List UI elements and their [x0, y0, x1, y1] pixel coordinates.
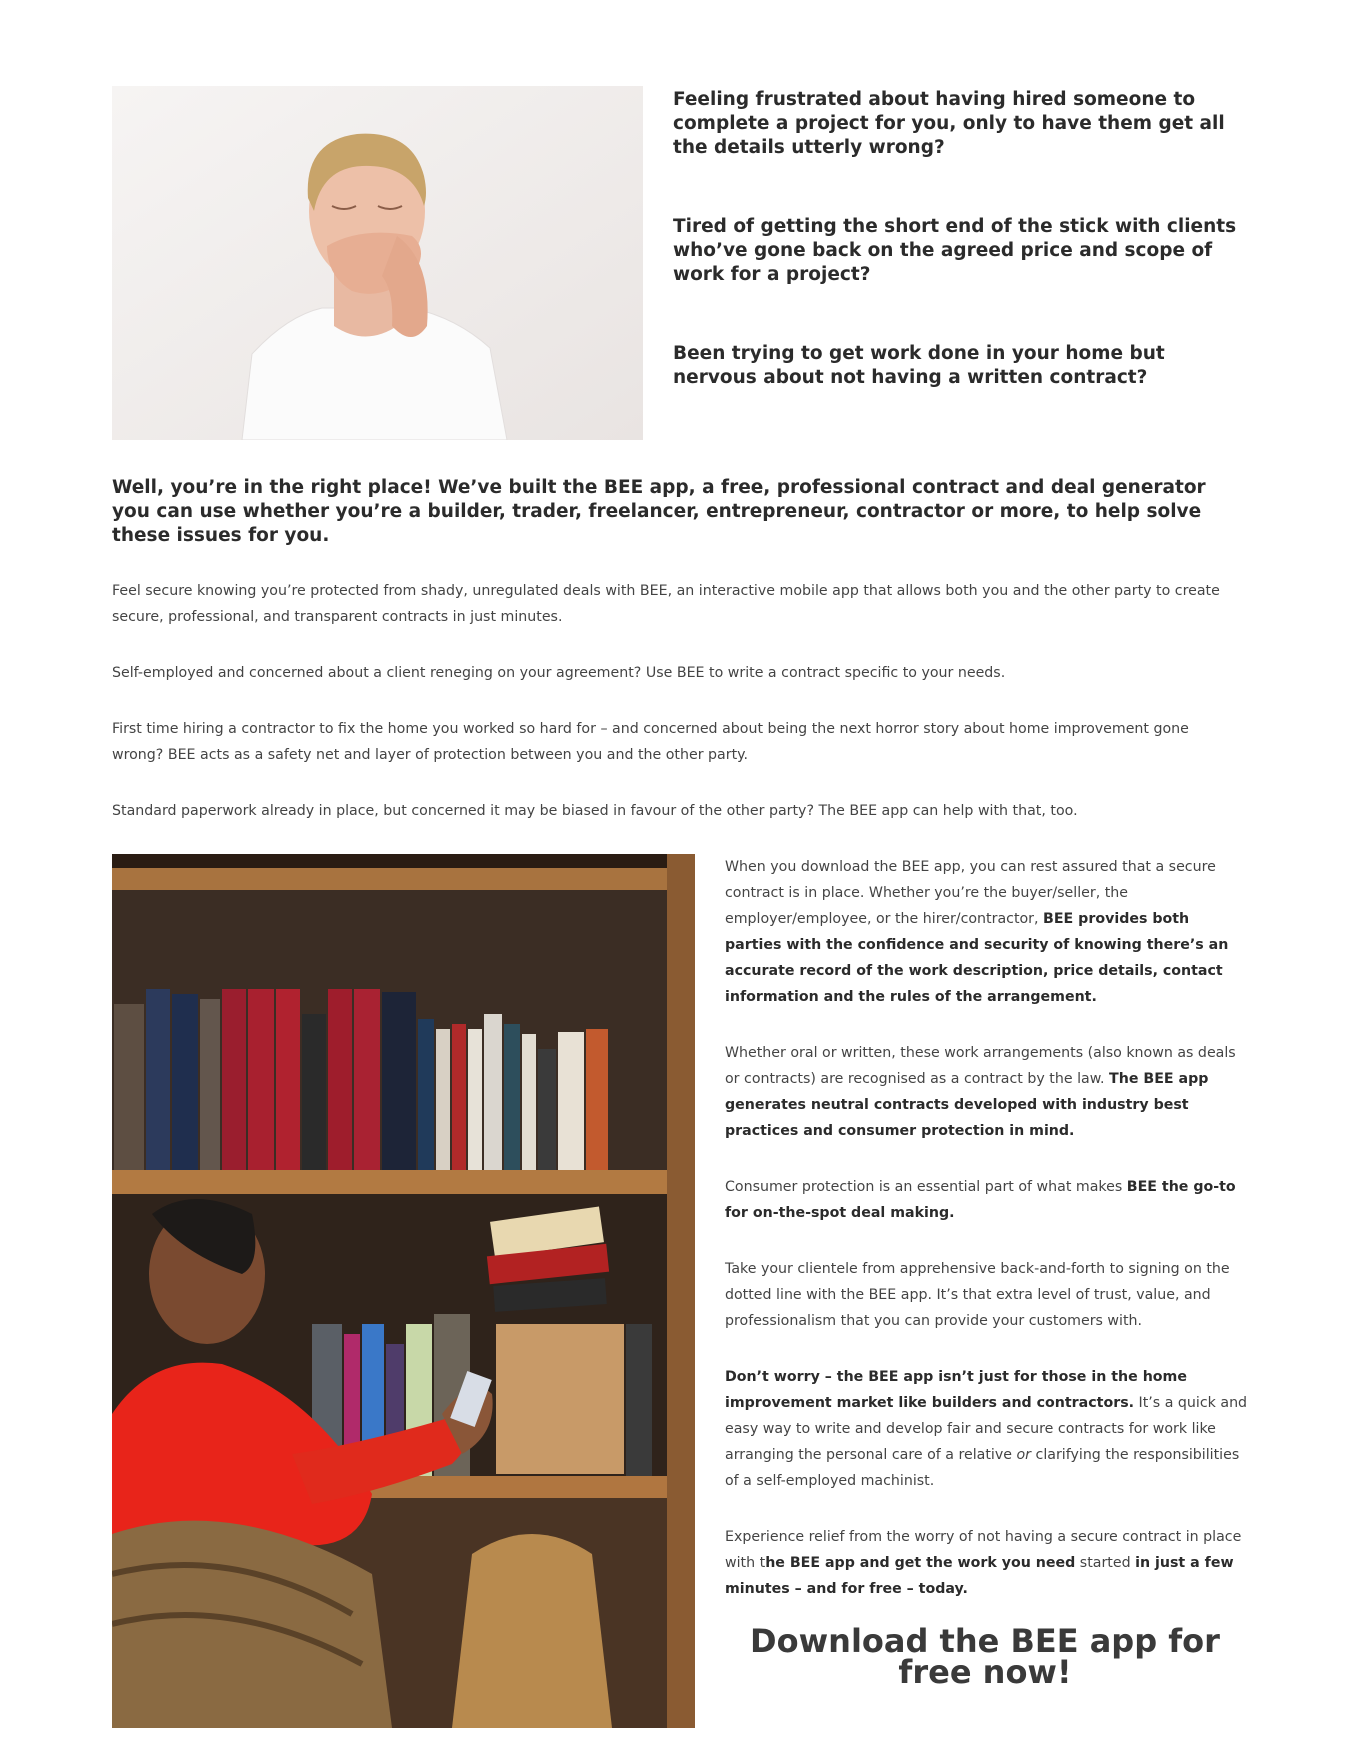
benefit-paragraph-download: [725, 854, 1250, 1010]
download-cta-heading: Download the BEE app for free now!: [750, 1622, 1220, 1691]
benefit-bold: BEE provides both parties with the confidence and security of knowing there’s an accurate record of the work description, price details, contact information and the rules of the arrangement.: [725, 911, 1229, 1005]
benefit-paragraph-clientele: [725, 1256, 1250, 1334]
benefit-bold: in just a few minutes – and for free – today.: [725, 1555, 1234, 1597]
benefit-text: clarifying the responsibilities of a self-employed machinist.: [725, 1447, 1240, 1489]
woman-bookshelf-photo: [112, 854, 695, 1728]
benefit-bold: BEE the go-to for on-the-spot deal making.: [725, 1179, 1236, 1221]
benefit-text: Consumer protection is an essential part of what makes: [725, 1179, 1127, 1195]
top-row: [112, 86, 1242, 440]
benefit-text: When you download the BEE app, you can rest assured that a secure contract is in place. Whether you’re the buyer/seller, the employer/employee, or the hirer/contractor,: [725, 859, 1216, 927]
benefit-text: Take your clientele from apprehensive back-and-forth to signing on the dotted line with the BEE app. It’s that extra level of trust, value, and professionalism that you can provide your customers with.: [725, 1261, 1230, 1329]
benefit-text: Whether oral or written, these work arrangements (also known as deals or contracts) are recognised as a contract by the law.: [725, 1045, 1236, 1087]
benefit-paragraph-consumer-protection: [725, 1174, 1250, 1226]
intro-headline: Well, you’re in the right place! We’ve built the BEE app, a free, professional contract and deal generator you can use whether you’re a builder, trader, freelancer, entrepreneur, contractor or more, to help solve these issues for you.: [112, 477, 1206, 546]
benefit-paragraph-law: [725, 1040, 1250, 1144]
intro-paragraph-first-time: First time hiring a contractor to fix the home you worked so hard for – and concerned about being the next horror story about home improvement gone wrong? BEE acts as a safety net and layer of protection between you and the other party.: [112, 721, 1189, 763]
intro-paragraph-secure: Feel secure knowing you’re protected from shady, unregulated deals with BEE, an interactive mobile app that allows both you and the other party to create secure, professional, and transparent contracts in just minutes.: [112, 583, 1220, 625]
intro-paragraph-standard-paperwork: Standard paperwork already in place, but concerned it may be biased in favour of the other party? The BEE app can help with that, too.: [112, 803, 1078, 819]
benefit-bold: he BEE app and get the work you need: [765, 1555, 1076, 1571]
top-questions: [673, 86, 1242, 440]
benefit-italic: or: [1016, 1447, 1032, 1463]
benefit-text: It’s a quick and easy way to write and develop fair and secure contracts for work like arranging the personal care of a relative: [725, 1395, 1248, 1463]
benefit-bold: The BEE app generates neutral contracts developed with industry best practices and consumer protection in mind.: [725, 1071, 1209, 1139]
benefit-bold: Don’t worry – the BEE app isn’t just for those in the home improvement market like builders and contractors.: [725, 1369, 1187, 1411]
benefits-column: [725, 854, 1250, 1632]
benefit-text: started: [1075, 1555, 1136, 1571]
benefit-paragraph-relief: [725, 1524, 1250, 1602]
frustrated-man-photo: [112, 86, 643, 440]
question-short-end: Tired of getting the short end of the stick with clients who’ve gone back on the agreed price and scope of work for a project?: [673, 216, 1237, 285]
top-section: [112, 86, 1242, 440]
question-written-contract: Been trying to get work done in your home but nervous about not having a written contract?: [673, 343, 1165, 388]
question-frustrated: Feeling frustrated about having hired someone to complete a project for you, only to have them get all the details utterly wrong?: [673, 89, 1225, 158]
intro-paragraph-self-employed: Self-employed and concerned about a client reneging on your agreement? Use BEE to write a contract specific to your needs.: [112, 665, 1006, 681]
benefit-text: Experience relief from the worry of not having a secure contract in place with t: [725, 1529, 1242, 1571]
benefit-paragraph-dont-worry: [725, 1364, 1250, 1494]
